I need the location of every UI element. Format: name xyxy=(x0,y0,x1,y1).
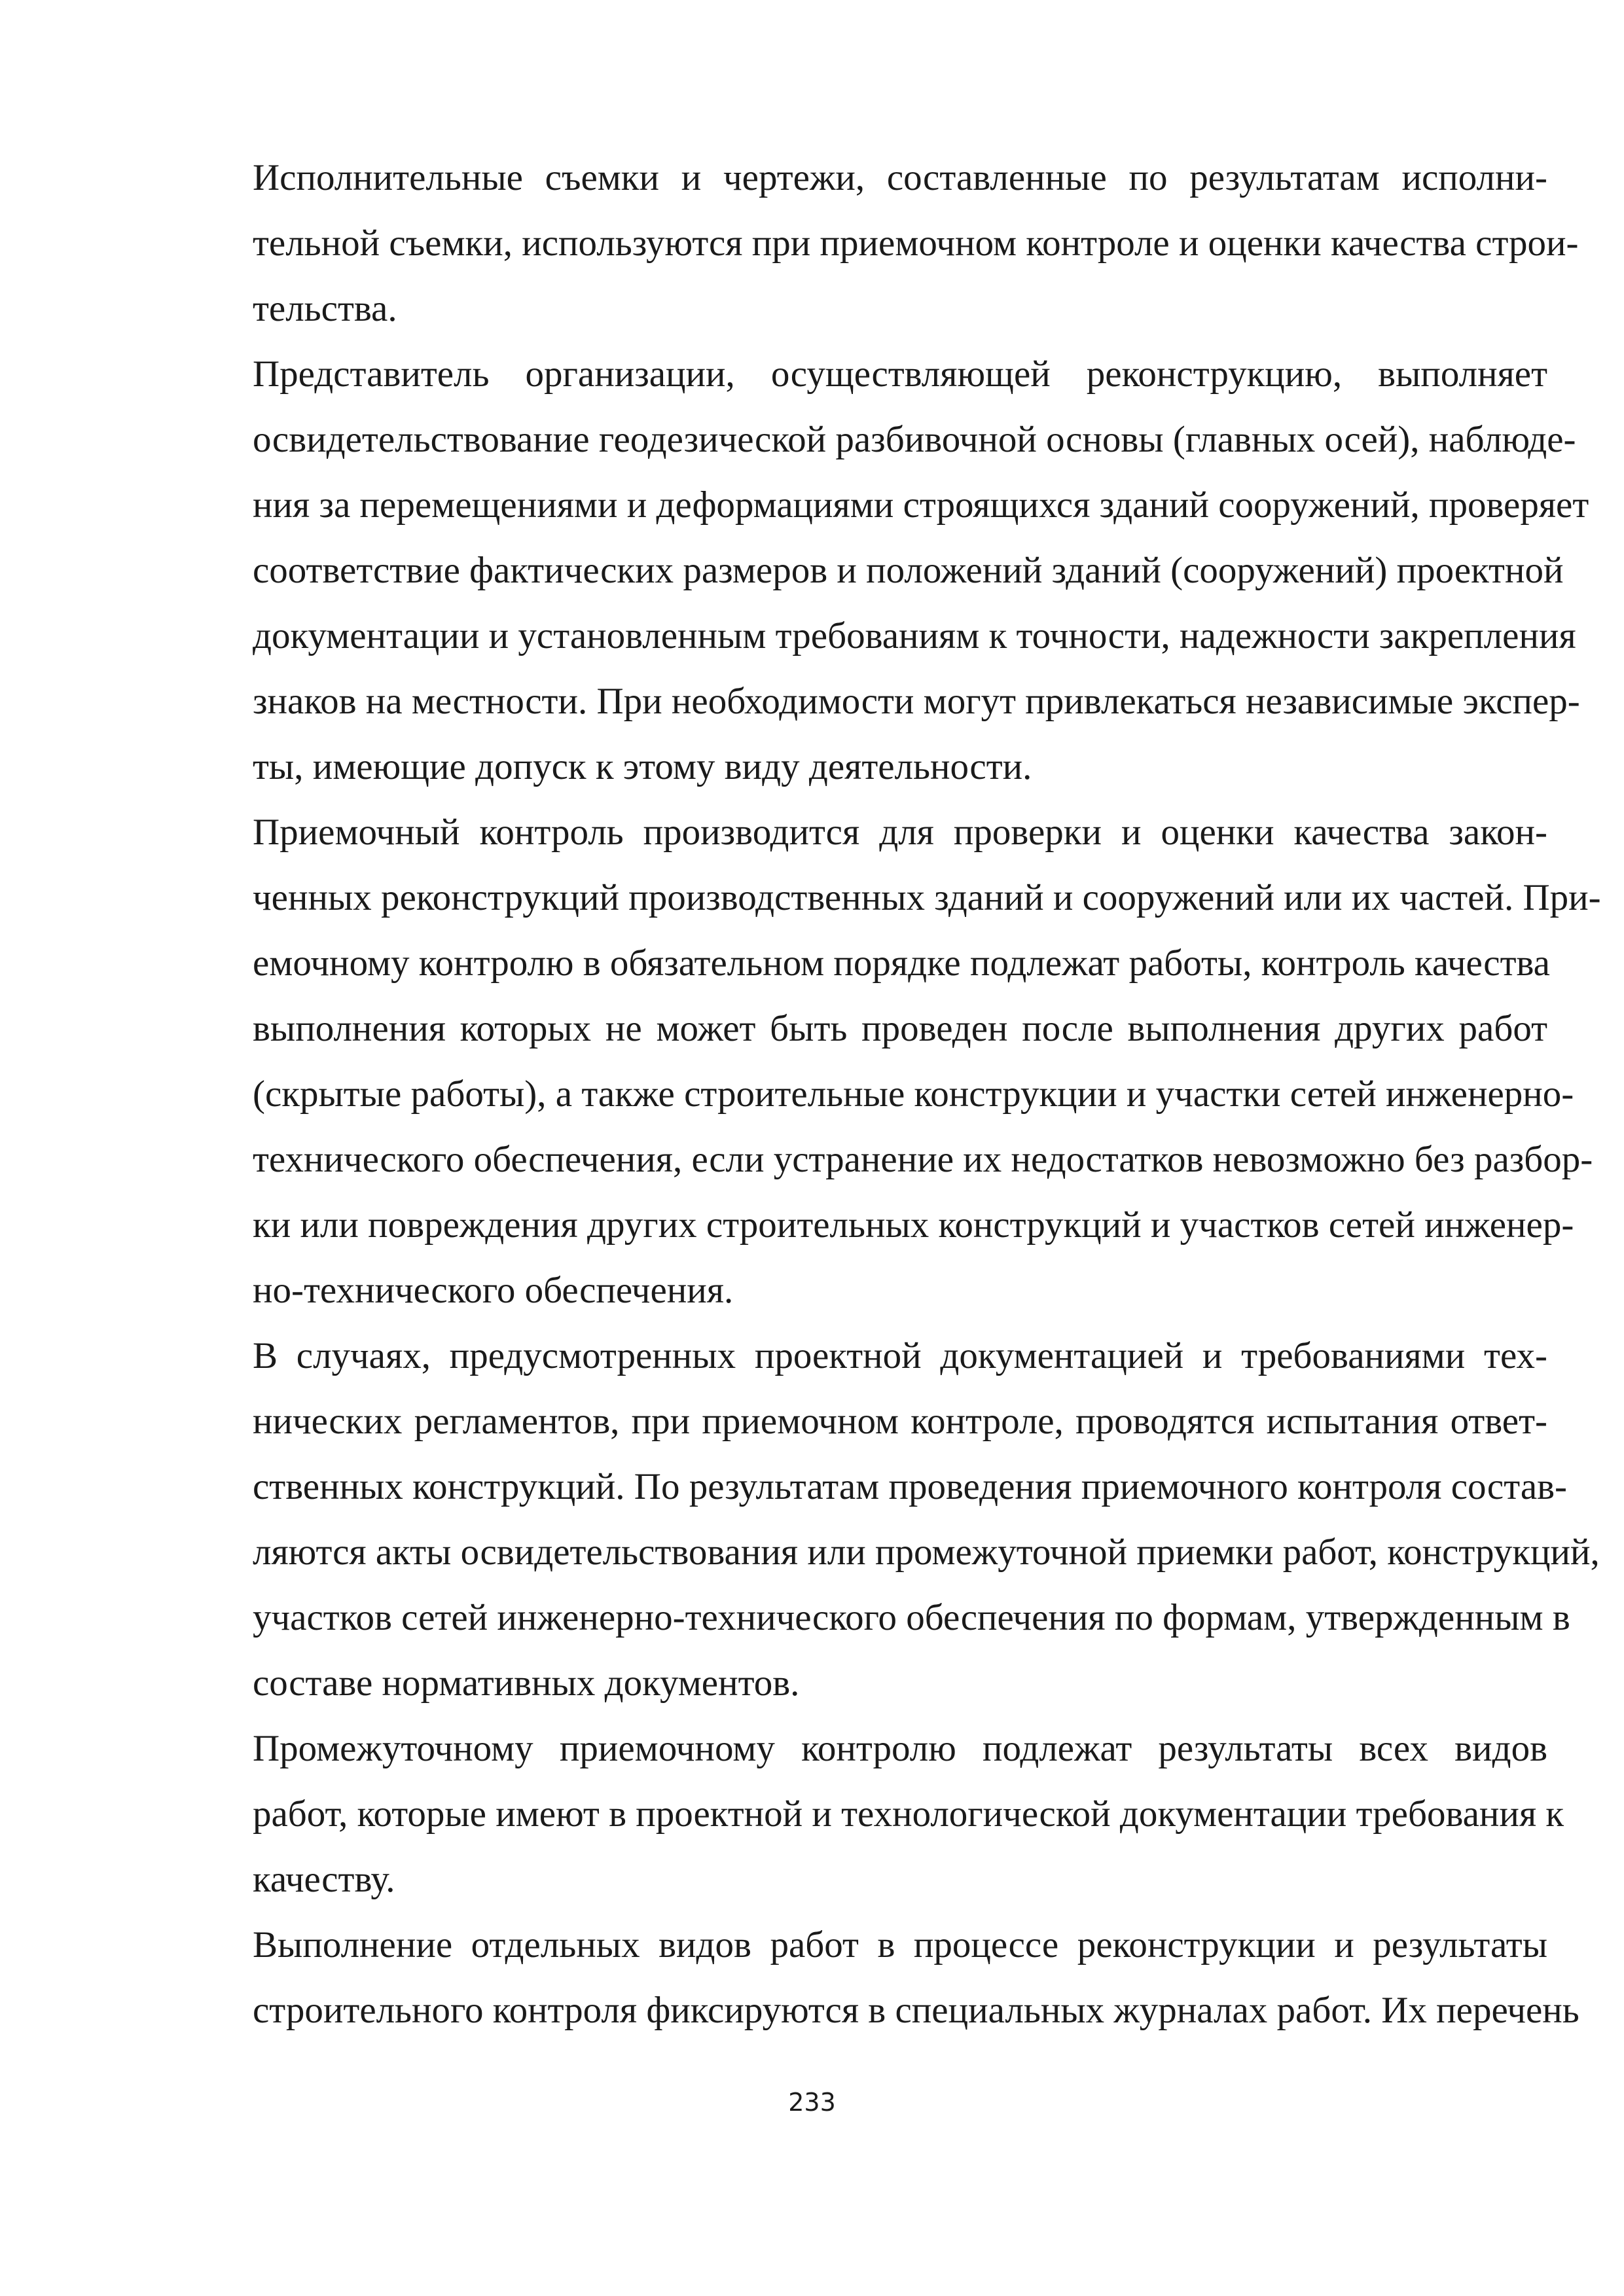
text-line: технического обеспечения, если устранение их недостатков невозможно без разбор- xyxy=(253,1139,1593,1180)
text-line: В случаях, предусмотренных проектной документацией и требованиями тех- xyxy=(253,1335,1547,1376)
paragraph-3 xyxy=(154,800,1601,1323)
text-line: освидетельствование геодезической разбивочной основы (главных осей), наблюде- xyxy=(253,419,1576,460)
paragraph-2 xyxy=(154,342,1589,800)
text-line: знаков на местности. При необходимости могут привлекаться независимые экспер- xyxy=(253,681,1580,722)
text-line: Выполнение отдельных видов работ в процессе реконструкции и результаты xyxy=(253,1924,1547,1965)
text-line: тельной съемки, используются при приемочном контроле и оценки качества строи- xyxy=(253,223,1579,264)
text-line: Исполнительные съемки и чертежи, составленные по результатам исполни- xyxy=(253,157,1547,198)
text-line: ки или повреждения других строительных конструкций и участков сетей инженер- xyxy=(253,1204,1574,1246)
text-line: емочному контролю в обязательном порядке подлежат работы, контроль качества xyxy=(253,942,1550,984)
text-line: Промежуточному приемочному контролю подлежат результаты всех видов xyxy=(253,1728,1547,1769)
text-line: выполнения которых не может быть проведен после выполнения других работ xyxy=(253,1008,1547,1049)
text-line: качеству. xyxy=(253,1859,395,1900)
text-line: нических регламентов, при приемочном контроле, проводятся испытания ответ- xyxy=(253,1401,1547,1442)
text-line: участков сетей инженерно-технического обеспечения по формам, утвержденным в xyxy=(253,1597,1570,1638)
text-line: Представитель организации, осуществляющей реконструкцию, выполняет xyxy=(253,353,1547,395)
paragraph-4 xyxy=(154,1323,1600,1716)
body-text xyxy=(154,145,1601,2043)
text-line: ния за перемещениями и деформациями строящихся зданий сооружений, проверяет xyxy=(253,484,1589,526)
text-line: ченных реконструкций производственных зданий и сооружений или их частей. При- xyxy=(253,877,1601,918)
text-line: строительного контроля фиксируются в специальных журналах работ. Их перечень xyxy=(253,1990,1579,2031)
text-line: ляются акты освидетельствования или промежуточной приемки работ, конструкций, xyxy=(253,1532,1600,1573)
text-line: работ, которые имеют в проектной и технологической документации требования к xyxy=(253,1793,1564,1835)
paragraph-1 xyxy=(154,145,1579,342)
paragraph-5 xyxy=(154,1716,1564,1912)
paragraph-6 xyxy=(154,1912,1579,2043)
text-line: ты, имеющие допуск к этому виду деятельности. xyxy=(253,746,1032,787)
text-line: но-технического обеспечения. xyxy=(253,1270,734,1311)
text-line: тельства. xyxy=(253,288,397,329)
page-number: 233 xyxy=(788,2088,836,2117)
text-line: документации и установленным требованиям к точности, надежности закрепления xyxy=(253,615,1576,656)
text-line: (скрытые работы), а также строительные конструкции и участки сетей инженерно- xyxy=(253,1073,1574,1115)
text-line: соответствие фактических размеров и положений зданий (сооружений) проектной xyxy=(253,550,1564,591)
text-line: составе нормативных документов. xyxy=(253,1662,800,1704)
text-line: Приемочный контроль производится для проверки и оценки качества закон- xyxy=(253,812,1547,853)
text-line: ственных конструкций. По результатам проведения приемочного контроля состав- xyxy=(253,1466,1568,1507)
